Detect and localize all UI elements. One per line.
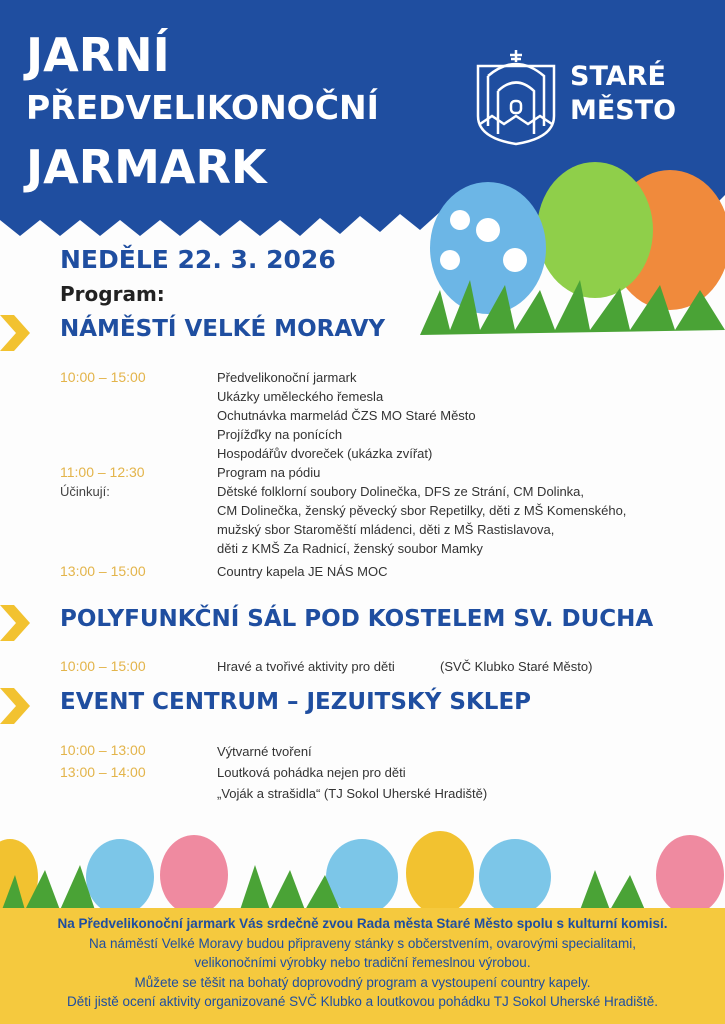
program-item: Ochutnávka marmelád ČZS MO Staré Město [217, 408, 476, 423]
time-slot: 10:00 – 15:00 [60, 658, 146, 674]
program-item: Ukázky uměleckého řemesla [217, 389, 384, 404]
section-title-namesti: NÁMĚSTÍ VELKÉ MORAVY [60, 316, 386, 342]
program-items [217, 368, 476, 463]
time-slot: 11:00 – 12:30 [60, 464, 145, 480]
logo-text-line-2: MĚSTO [570, 95, 677, 126]
program-item: Předvelikonoční jarmark [217, 370, 357, 385]
section-title-event-centrum: EVENT CENTRUM – JEZUITSKÝ SKLEP [60, 689, 532, 715]
time-slot: 13:00 – 14:00 [60, 764, 146, 780]
program-item: Dětské folklorní soubory Dolinečka, DFS ze Strání, CM Dolinka, [217, 484, 585, 499]
program-item: Hravé a tvořivé aktivity pro děti [217, 659, 395, 674]
footer-line: Můžete se těšit na bohatý doprovodný program a vystoupení country kapely. [134, 974, 591, 990]
program-item-organizer: (SVČ Klubko Staré Město) [440, 659, 593, 674]
footer-line: Děti jistě ocení aktivity organizované SVČ Klubko a loutkovou pohádku TJ Sokol Uherské Hradiště. [66, 994, 659, 1009]
chevron-arrow-icon [0, 315, 30, 351]
title-line-2: PŘEDVELIKONOČNÍ [26, 88, 379, 127]
program-item: Projížďky na ponících [217, 427, 343, 442]
footer-line: velikonočními výrobky nebo tradiční řemeslnou výrobou. [194, 955, 531, 970]
logo-text-line-1: STARÉ [570, 61, 666, 92]
footer-invitation [0, 908, 725, 1024]
performers-label: Účinkují: [60, 484, 110, 499]
town-crest-logo [474, 46, 558, 146]
program-items [217, 463, 626, 558]
program-item: Country kapela JE NÁS MOC [217, 564, 388, 579]
title-line-1: JARNÍ [26, 28, 170, 82]
program-item: mužský sbor Staroměští mládenci, děti z MŠ Rastislavova, [217, 522, 555, 537]
program-items [217, 741, 487, 804]
program-item: Program na pódiu [217, 465, 321, 480]
program-item: Loutková pohádka nejen pro děti [217, 765, 406, 780]
footer-line: Na Předvelikonoční jarmark Vás srdečně zvou Rada města Staré Město spolu s kulturní komisí. [57, 916, 668, 931]
program-item: „Voják a strašidla“ (TJ Sokol Uherské Hradiště) [217, 786, 488, 801]
chevron-arrow-icon [0, 605, 30, 641]
section-title-sal: POLYFUNKČNÍ SÁL POD KOSTELEM SV. DUCHA [60, 606, 654, 632]
program-item: Výtvarné tvoření [217, 744, 312, 759]
time-slot: 13:00 – 15:00 [60, 563, 146, 579]
program-item: CM Dolinečka, ženský pěvecký sbor Repetilky, děti z MŠ Komenského, [217, 503, 627, 518]
easter-eggs-top-illustration [420, 160, 725, 340]
program-item: děti z KMŠ Za Radnicí, ženský soubor Mamky [217, 541, 483, 556]
chevron-arrow-icon [0, 688, 30, 724]
easter-eggs-bottom-illustration [0, 815, 725, 915]
time-slot: 10:00 – 13:00 [60, 742, 146, 758]
title-line-3: JARMARK [26, 140, 267, 194]
program-item: Hospodářův dvoreček (ukázka zvířat) [217, 446, 433, 461]
program-label: Program: [60, 282, 165, 306]
time-slot: 10:00 – 15:00 [60, 369, 146, 385]
footer-line: Na náměstí Velké Moravy budou připraveny stánky s občerstvením, ovarovými specialitami, [89, 935, 636, 951]
event-date: NEDĚLE 22. 3. 2026 [60, 245, 336, 274]
